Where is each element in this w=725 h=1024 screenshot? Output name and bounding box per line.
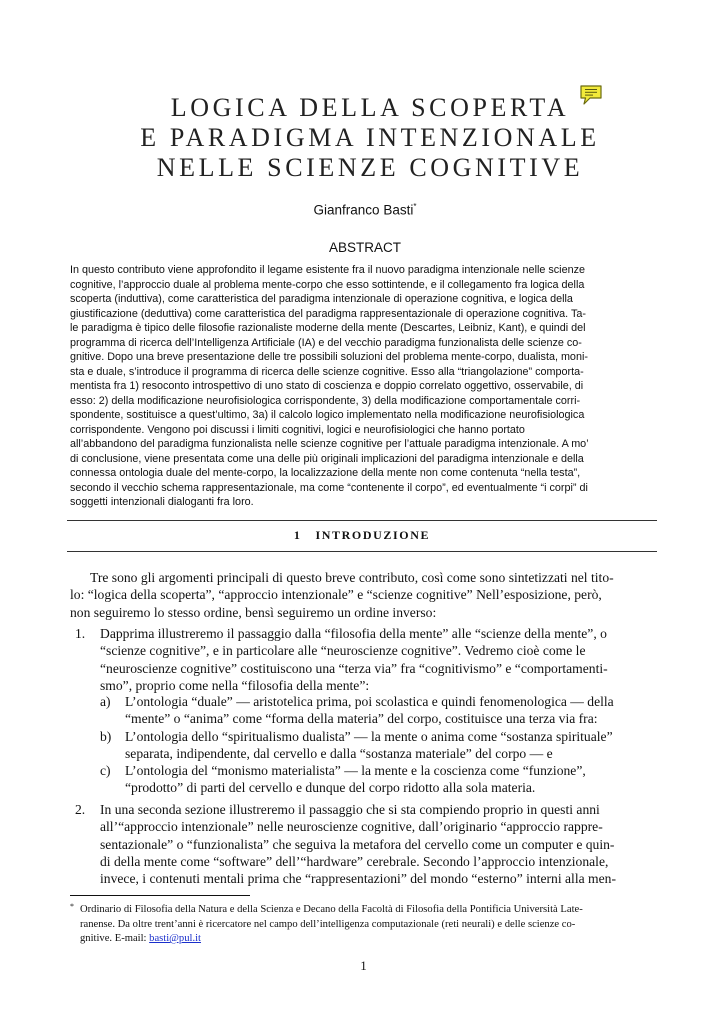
- abstract-line: esso: 2) della modificazione neurofisiologica corrispondente, 3) della modificazione comportamentale corri-: [70, 394, 581, 407]
- sub-item-c: [100, 762, 657, 797]
- section-rule-top: [67, 520, 657, 521]
- title-line-1: LOGICA DELLA SCOPERTA: [170, 93, 570, 122]
- abstract-line: di conclusione, viene presentata come una delle più originali implicazioni del paradigma intenzionale e della: [70, 452, 584, 465]
- title-line-2: E PARADIGMA INTENZIONALE: [140, 123, 600, 152]
- sub-item-a: [100, 693, 657, 728]
- sub-item-marker: c): [100, 763, 111, 778]
- section-title: INTRODUZIONE: [315, 528, 431, 542]
- abstract-line: soggetti intenzionali dialoganti fra loro.: [70, 496, 254, 508]
- paragraph-line: non seguiremo lo stesso ordine, bensì seguiremo un ordine inverso:: [70, 604, 437, 620]
- title-line-3: NELLE SCIENZE COGNITIVE: [156, 153, 584, 182]
- section-number: 1: [293, 528, 302, 542]
- page-number: 1: [360, 958, 367, 973]
- sub-item-b: [100, 728, 657, 763]
- abstract-line: In questo contributo viene approfondito il legame esistente fra il nuovo paradigma intenzionale nelle scienze: [70, 264, 585, 276]
- abstract-heading: ABSTRACT: [328, 240, 401, 255]
- author-line: [70, 202, 660, 218]
- sub-item-line: “mente” o “anima” come “forma della materia” del corpo, costituisce una terza via fra:: [125, 711, 598, 727]
- author-name: Gianfranco Basti: [313, 202, 414, 218]
- list-marker: 1.: [75, 626, 86, 641]
- section-rule-bottom: [67, 551, 657, 552]
- intro-paragraph: [70, 569, 657, 621]
- footnote-mark: *: [70, 902, 74, 911]
- list-item-1: [70, 625, 657, 694]
- abstract-line: corrispondente. Vengono poi discussi i limiti cognitivi, logici e neurofisiologici che hanno portato: [70, 423, 525, 436]
- list-item-line: smo”, proprio come nella “filosofia della mente”:: [100, 677, 370, 693]
- sub-item-line: L’ontologia “duale” — aristotelica prima, poi scolastica e quindi fenomenologica — della: [125, 694, 614, 709]
- abstract-line: connessa ontologia duale del mente-corpo, la localizzazione della mente non come contenuta “nella testa”,: [70, 467, 581, 479]
- list-item-line: “neuroscienze cognitive” costituiscono una “terza via” fra “cognitivismo” e “comportamenti-: [100, 660, 608, 676]
- list-marker: 2.: [75, 802, 86, 817]
- list-item-line: “scienze cognitive”, e in particolare alle “neuroscienze cognitive”. Vedremo cioè come le: [100, 643, 586, 659]
- list-item-line: invece, i contenuti mentali prima che “rappresentazioni” del mondo “esterno” interni alla men-: [100, 871, 616, 887]
- abstract-line: cognitive, l’approccio duale al problema mente-corpo che esso sottintende, e il collegamento fra logica della: [70, 278, 585, 291]
- comment-icon[interactable]: [579, 84, 603, 106]
- sub-item-line: “prodotto” di parti del cervello e dunque del corpo ridotto alla sola materia.: [125, 780, 536, 796]
- abstract-body: [70, 263, 660, 510]
- abstract-line: secondo il vecchio schema rappresentazionale, ma come “contenente il corpo”, ed eventualmente “i corpi” di: [70, 481, 588, 494]
- sub-item-line: separata, indipendente, dal cervello e dalla “sostanza materiale” del corpo — e: [125, 746, 553, 762]
- abstract-line: gnitive. Dopo una breve presentazione delle tre possibili soluzioni del problema mente-corpo, dualista, moni-: [70, 351, 588, 363]
- paper-title: [70, 93, 670, 183]
- abstract-line: le paradigma è tipico delle filosofie razionaliste moderne della mente (Descartes, Leibniz, Kant), e quindi del: [70, 322, 586, 334]
- sub-item-line: L’ontologia del “monismo materialista” — la mente e la coscienza come “funzione”,: [125, 763, 586, 778]
- abstract-line: spondente, sostituisce a quest’ultimo, 3a) il calcolo logico implementato nella modificazione neurofisiologica: [70, 409, 585, 421]
- abstract-line: all’abbandono del paradigma funzionalista nelle scienze cognitive per l’attuale paradigma intenzionale. A mo’: [70, 438, 589, 450]
- paragraph-line: lo: “logica della scoperta”, “approccio intenzionale” e “scienze cognitive” Nell’esposizione, però,: [70, 587, 602, 603]
- abstract-line: sta e duale, s’introduce il programma di ricerca delle scienze cognitive. Esso alla “triangolazione” comporta-: [70, 365, 584, 378]
- abstract-line: programma di ricerca dell’Intelligenza Artificiale (IA) e del vecchio paradigma funzionalista delle scienze co-: [70, 336, 582, 349]
- footnote-separator: [70, 895, 250, 896]
- footnote-email-label: gnitive. E-mail:: [80, 933, 150, 944]
- list-item-line: Dapprima illustreremo il passaggio dalla “filosofia della mente” alle “scienze della mente”, o: [100, 626, 607, 641]
- footnote-line-1: [70, 903, 657, 918]
- email-link[interactable]: basti@pul.it: [149, 933, 201, 944]
- footnote-line-2: ranense. Da oltre trent’anni è ricercatore nel campo dell’intelligenza computazionale (reti neurali) e delle scienze co-: [80, 918, 576, 930]
- section-heading: [67, 528, 657, 543]
- list-item-line: all’“approccio intenzionale” nelle neuroscienze cognitive, dall’originario “approccio rappre-: [100, 819, 603, 835]
- footnote: [70, 903, 657, 947]
- list-item-line: di della mente come “software” dell’“hardware” cerebrale. Secondo l’approccio intenzionale,: [100, 853, 609, 869]
- footnote-line-3: [70, 932, 657, 947]
- author-footnote-mark: *: [413, 202, 417, 211]
- list-item-line: sentazionale” o “funzionalista” che seguiva la metafora del cervello come un computer e quin-: [100, 836, 615, 852]
- abstract-line: mentista fra 1) resoconto introspettivo di uno stato di coscienza e doppio correlato oggettivo, osservabile, di: [70, 380, 584, 392]
- sub-item-marker: a): [100, 694, 111, 709]
- sub-item-line: L’ontologia dello “spiritualismo dualista” — la mente o anima come “sostanza spirituale”: [125, 729, 613, 744]
- abstract-line: scoperta (induttiva), come caratteristica del paradigma intenzionale di operazione cognitiva, e logica della: [70, 293, 573, 305]
- sub-item-marker: b): [100, 729, 112, 744]
- list-item-line: In una seconda sezione illustreremo il passaggio che si sta compiendo proprio in questi anni: [100, 802, 600, 817]
- paragraph-line: Tre sono gli argomenti principali di questo breve contributo, così come sono sintetizzati nel tito-: [90, 570, 614, 585]
- abstract-line: giustificazione (deduttiva) come caratteristica del paradigma rappresentazionale di operazione cognitiva. Ta-: [70, 307, 586, 320]
- footnote-text: Ordinario di Filosofia della Natura e della Scienza e Decano della Facoltà di Filosofia della Pontificia Università Late-: [80, 904, 583, 915]
- list-item-2: [70, 801, 657, 887]
